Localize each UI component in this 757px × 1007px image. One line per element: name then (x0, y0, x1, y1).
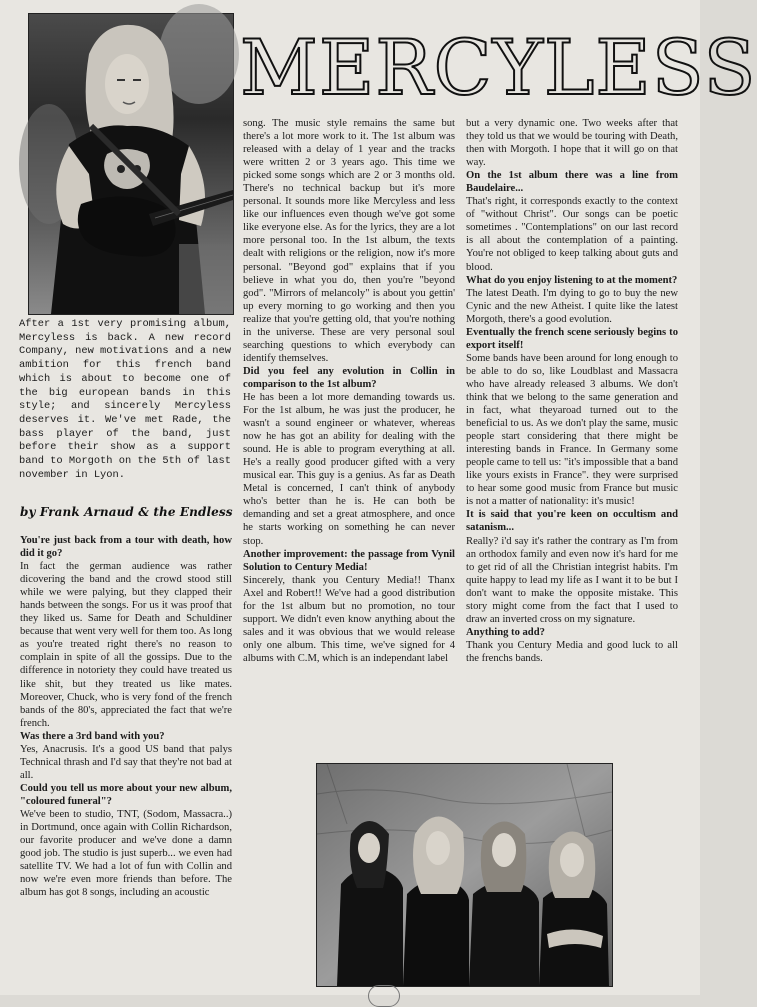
interview-answer: but a very dynamic one. Two weeks after that they told us that we would be touring with Death, then with Morgoth. I hope that it will go on that way. (466, 118, 678, 169)
article-column-2 (243, 117, 455, 665)
guitarist-photo (28, 13, 234, 315)
interview-answer: Yes, Anacrusis. It's a good US band that palys Technical thrash and I'd say that they're not bad at all. (20, 743, 232, 781)
interview-question: Eventually the french scene seriously begins to export itself! (466, 326, 678, 351)
interview-answer: In fact the german audience was rather dicovering the band and the crowd stood still while we were palying, but they clapped their hands between the songs. For us it was proof that they liked us. Same for Death and Schuldiner because that went very well for them too. As long as you're treated right there's no reason to complain in spite of all the gossips. Due to the difference in notoriety they could have treated us like shit, but they treated us like mates. Moreover, Chuck, who is very fond of the french bands of the 80's, appreciated the fact that we're french. (20, 561, 232, 729)
article-title (240, 20, 757, 116)
article-column-1 (20, 534, 232, 899)
interview-question: Was there a 3rd band with you? (20, 730, 165, 742)
band-photo (316, 763, 613, 987)
interview-question: Another improvement: the passage from Vynil Solution to Century Media! (243, 548, 455, 573)
interview-answer: Sincerely, thank you Century Media!! Thanx Axel and Robert!! We've had a good distribution for the 1st album but no promotion, no tour support. We didn't even know anything about the sales and it was obvious that we would release only one album. This time, we've signed for 4 albums with C.M, which is an independant label (243, 574, 455, 664)
interview-answer: song. The music style remains the same but there's a lot more work to it. The 1st album was released with a delay of 1 year and the tracks were written 2 or 3 years ago. This time we picked some songs which are 2 or 3 months old. There's no technical backup but it's more personal. It sounds more like Mercyless and less like our influences even though we've got some like everyone else. As for the lyrics, they are a lot more personal too. In the 1st album, the texts dealt with religions or the religion, now it's more personal. "Beyond god" explains that if you believe in what you do, then you're "beyond god". "Mirrors of melancoly" is about you gettin' up every morning to go working and then you realize that you're getting old, that you're nothing in the universe. These are very personal soul searching questions to which everybody can identify themselves. (243, 118, 455, 364)
interview-answer: The latest Death. I'm dying to go to buy the new Cynic and the new Atheist. I quite like the latest Morgoth, there's a good evolution. (466, 287, 678, 325)
band-photo-illustration (317, 764, 612, 986)
interview-question: Did you feel any evolution in Collin in comparison to the 1st album? (243, 365, 455, 390)
byline: by Frank Arnaud & the Endless (20, 505, 233, 519)
interview-question: It is said that you're keen on occultism and satanism... (466, 509, 678, 534)
interview-answer: He has been a lot more demanding towards us. For the 1st album, he was just the producer, he wasn't a sound engineer or whatever, whereas now he has got an ability for dealing with the sound. He is able to program everything at all. He's a really good producer gifted with a very musical ear. This guy is a genius. As far as Death Metal is concerned, I can't think of anybody who's better than he is. He can both be demanding and set a great atmosphere, and once he starts working on something he can never stop. (243, 391, 455, 547)
interview-answer: We've been to studio, TNT, (Sodom, Massacra..) in Dortmund, once again with Collin Richardson, our favorite producer and we've done a damn good job. The studio is just superb... we even had satellite TV. We had a lot of fun with Collin and now we're even more friends than before. The album has got 8 songs, including an acoustic (20, 808, 232, 899)
interview-answer: Some bands have been around for long enough to be able to do so, like Loudblast and Massacra who have already released 3 albums. We don't think that we belong to the same generation and in fact, what theyaroad turned out to the beneficial to us. As we don't play the same, music people start considering that there might be interesting bands in France. In Germany some people came to tell us: "it's impossible that a band like yours exists in France". they were surprised to hear some good music from France but music is not a matter of nationality: it's music! (466, 352, 678, 508)
interview-answer: Thank you Century Media and good luck to all the frenchs bands. (466, 639, 678, 664)
guitarist-photo-illustration (29, 14, 233, 314)
interview-question: Could you tell us more about your new album, "coloured funeral"? (20, 782, 232, 807)
interview-question: You're just back from a tour with death, how did it go? (20, 535, 232, 560)
interview-question: What do you enjoy listening to at the moment? (466, 274, 678, 286)
interview-question: Anything to add? (466, 626, 545, 638)
interview-answer: Really? i'd say it's rather the contrary as I'm from an orthodox family and even now it's hard for me to get rid of all the Christian integrist habits. I'm quite happy to lead my life as I want it to be but I don't want to make the opposite mistake. This story might come from the fact that I used to draw an inverted cross on my signature. (466, 535, 678, 625)
page-number-badge (368, 985, 400, 1007)
article-column-3 (466, 117, 678, 665)
interview-answer: That's right, it corresponds exactly to the context of "without Christ". Our songs can be poetic sometimes . "Contemplations" on our last record is all about the contemplation of a painting. You're not obliged to keep talking about guts and blood. (466, 196, 678, 273)
interview-question: On the 1st album there was a line from Baudelaire... (466, 170, 678, 195)
intro-paragraph: After a 1st very promising album, Mercyless is back. A new record Company, new motivations and a new ambition for this french band which is about to become one of the big european bands in this style; and sincerely Mercyless deserves it. We've met Rade, the bass player of the band, just before their show as a support band to Morgoth on the 5th of last november in Lyon. (19, 318, 232, 481)
article-title-text: MERCYLESS (240, 23, 757, 112)
